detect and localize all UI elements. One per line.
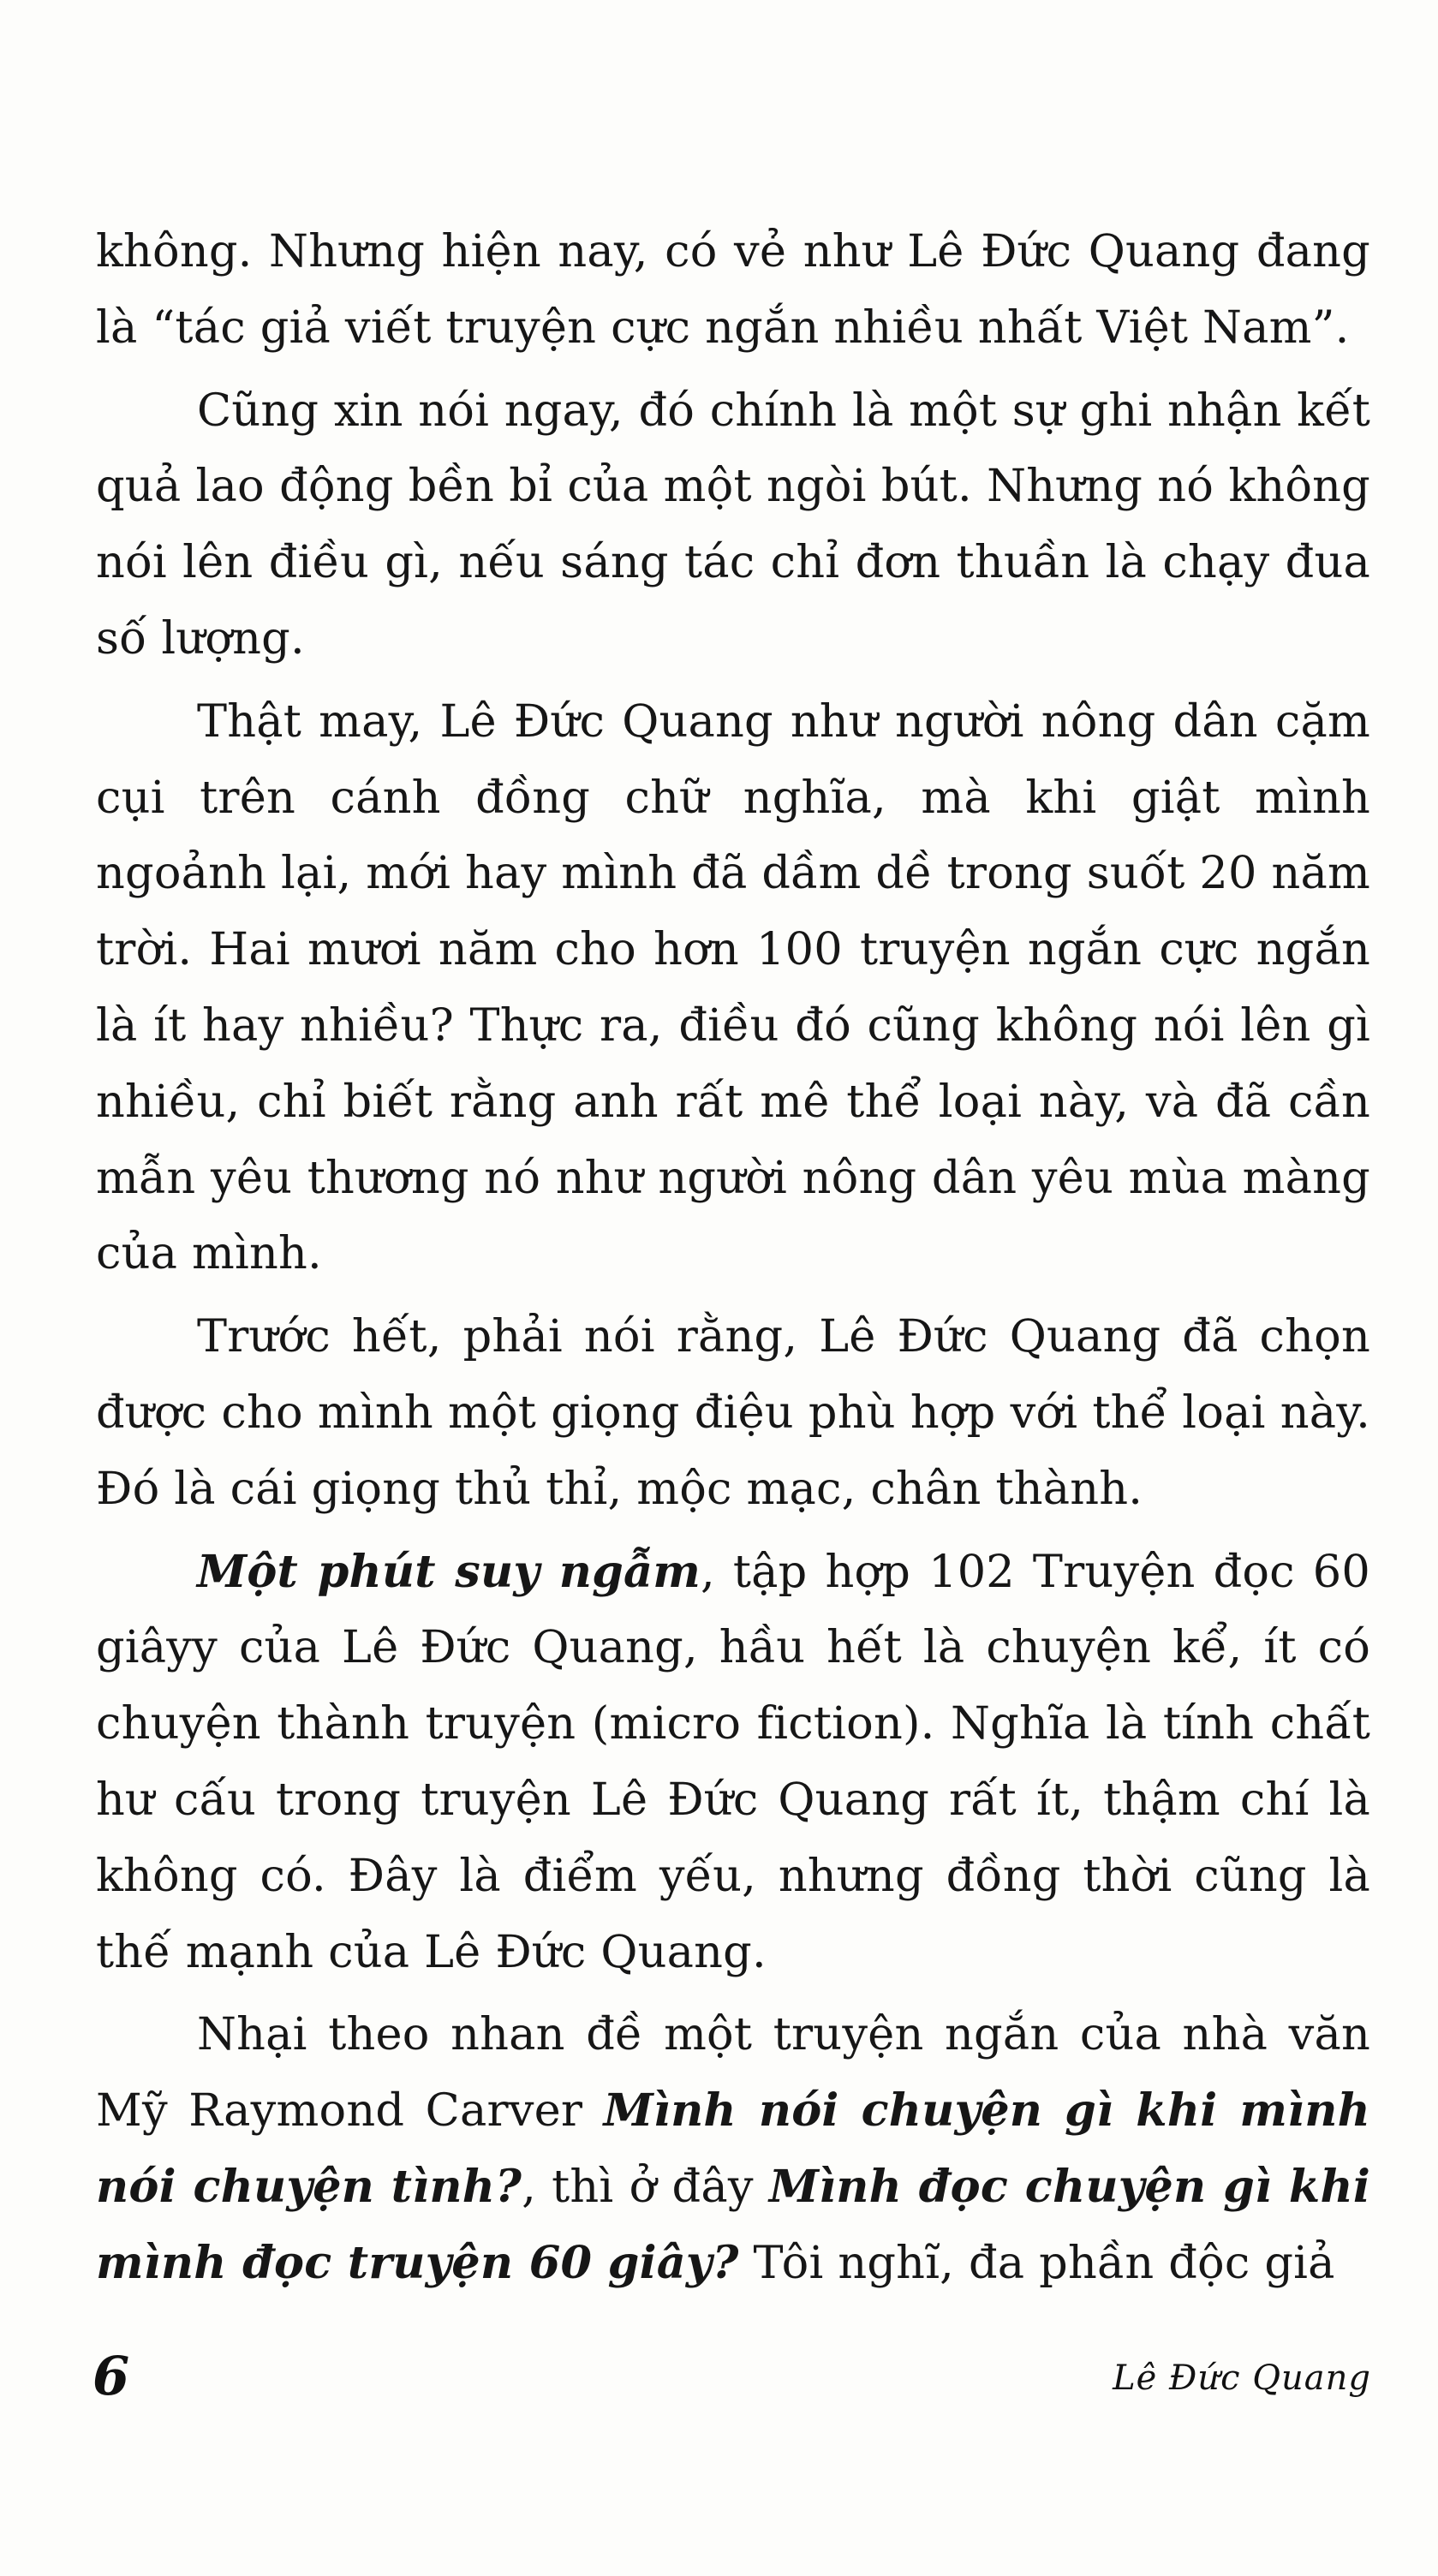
paragraph-3: Thật may, Lê Đức Quang như người nông dân cặm cụi trên cánh đồng chữ nghĩa, mà khi giật mình ngoảnh lại, mới hay mình đã dầm dề trong suốt 20 năm trời. Hai mươi năm cho hơn 100 truyện ngắn cực ngắn là ít hay nhiều? Thực ra, điều đó cũng không nói lên gì nhiều, chỉ biết rằng anh rất mê thể loại này, và đã cần mẫn yêu thương nó như người nông dân yêu mùa màng của mình. <box>96 695 1370 1280</box>
paragraph-5-text: , tập hợp 102 Truyện đọc 60 giâyy của Lê Đức Quang, hầu hết là chuyện kể, ít có chuyện thành truyện (micro fiction). Nghĩa là tính chất hư cấu trong truyện Lê Đức Quang rất ít, thậm chí là không có. Đây là điểm yếu, nhưng đồng thời cũng là thế mạnh của Lê Đức Quang. <box>96 1545 1370 1978</box>
paragraph-6 <box>96 1997 1370 2301</box>
running-author: Lê Đức Quang <box>1113 2358 1371 2398</box>
paragraph-6-tail: Tôi nghĩ, đa phần độc giả <box>738 2236 1335 2289</box>
paragraph-4: Trước hết, phải nói rằng, Lê Đức Quang đã chọn được cho mình một giọng điệu phù hợp với thể loại này. Đó là cái giọng thủ thỉ, mộc mạc, chân thành. <box>96 1310 1370 1515</box>
parody-title: Mình đọc chuyện gì khi mình đọc truyện 60 giây? <box>96 2160 1370 2289</box>
paragraph-6-mid: , thì ở đây <box>522 2160 769 2213</box>
page-footer <box>0 2346 1438 2432</box>
paragraph-1: không. Nhưng hiện nay, có vẻ như Lê Đức Quang đang là “tác giả viết truyện cực ngắn nhiều nhất Việt Nam”. <box>96 225 1370 354</box>
paragraph-6-lead: Nhại theo nhan đề một truyện ngắn của nhà văn Mỹ Raymond Carver <box>96 2008 1370 2138</box>
book-title: Một phút suy ngẫm <box>197 1545 701 1598</box>
carver-story-title: Mình nói chuyện gì khi mình nói chuyện tình? <box>96 2084 1370 2213</box>
paragraph-5 <box>96 1535 1370 1991</box>
body-text <box>96 214 1370 2309</box>
page-number: 6 <box>92 2345 130 2407</box>
paragraph-2: Cũng xin nói ngay, đó chính là một sự ghi nhận kết quả lao động bền bỉ của một ngòi bút. Nhưng nó không nói lên điều gì, nếu sáng tác chỉ đơn thuần là chạy đua số lượng. <box>96 384 1370 665</box>
